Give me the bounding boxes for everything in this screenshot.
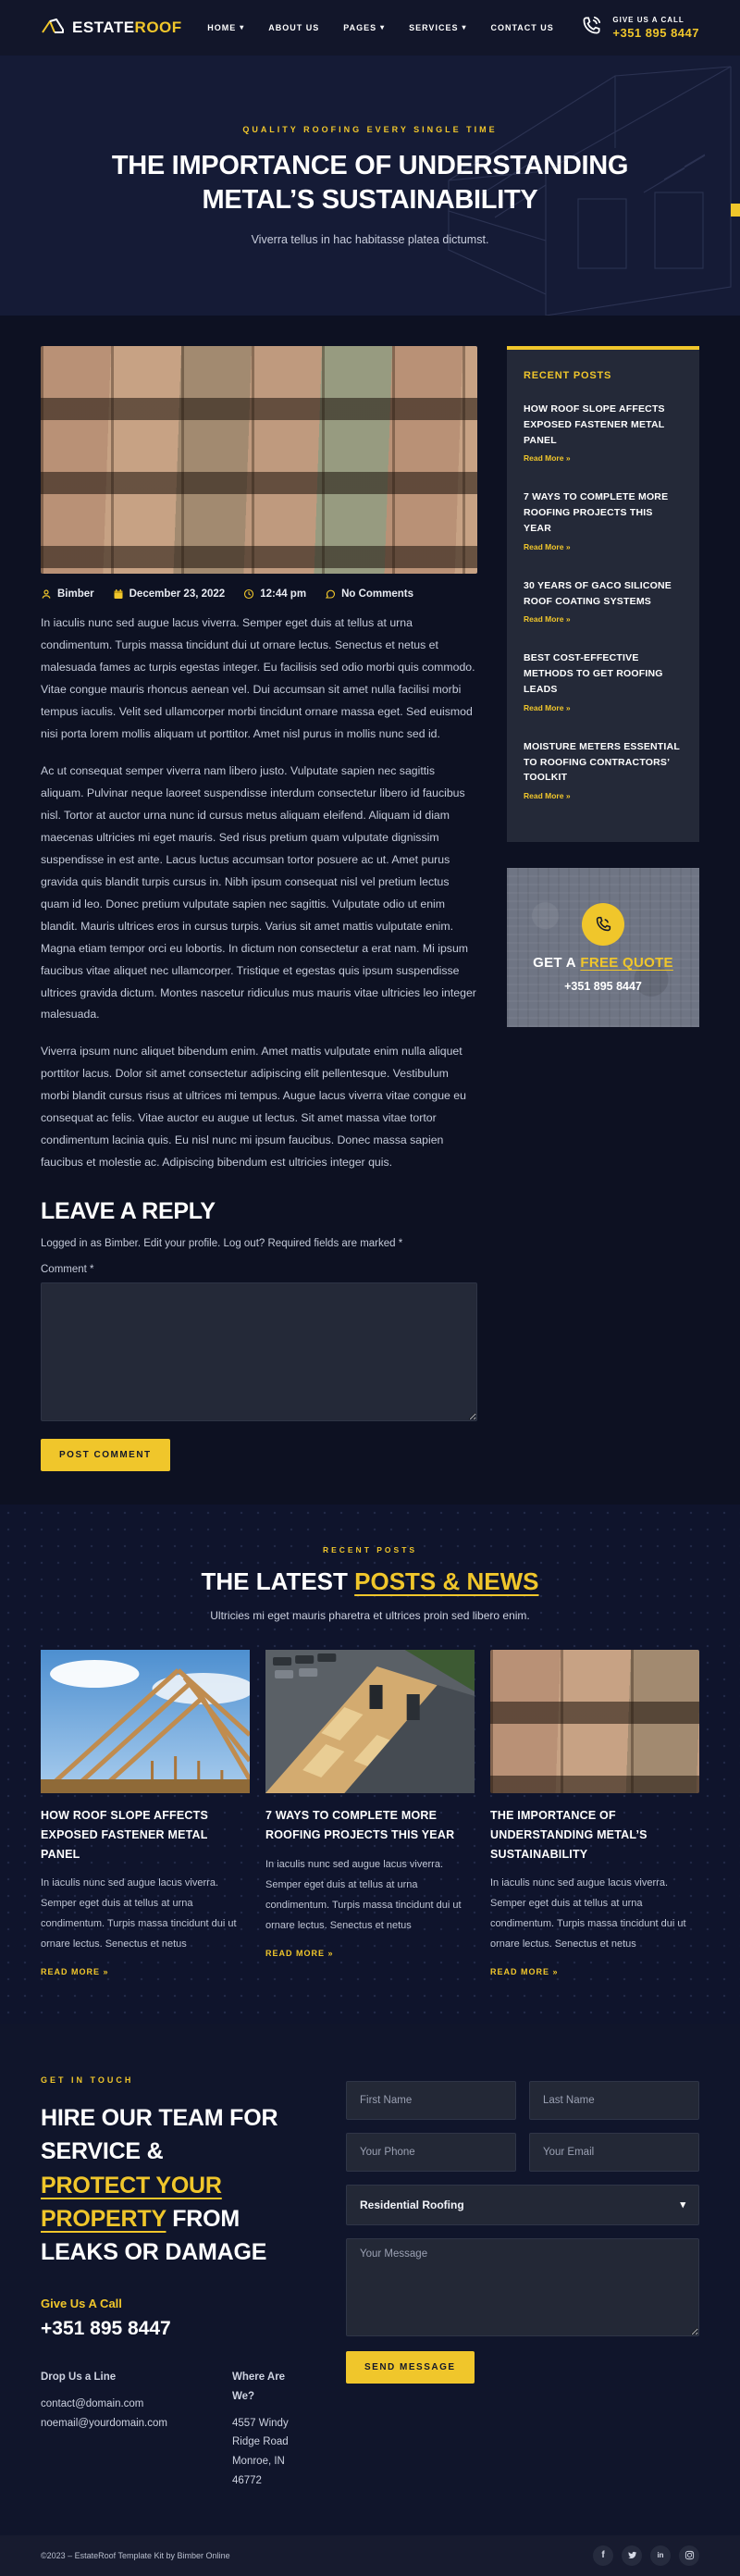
recent-post-item[interactable]: 30 YEARS OF GACO SILICONE ROOF COATING SYSTEMS Read More » bbox=[524, 579, 672, 625]
copyright-text: ©2023 – EstateRoof Template Kit by Bimber Online bbox=[41, 2550, 230, 2560]
comment-icon bbox=[325, 588, 336, 600]
chevron-down-icon bbox=[462, 24, 466, 31]
quote-line: GET A FREE QUOTE bbox=[533, 954, 673, 971]
hero-kicker: QUALITY ROOFING EVERY SINGLE TIME bbox=[242, 125, 498, 135]
nav-item-contact-us[interactable]: CONTACT US bbox=[490, 23, 554, 32]
post-meta bbox=[41, 588, 477, 600]
recent-post-item[interactable]: 7 WAYS TO COMPLETE MORE ROOFING PROJECTS THIS YEAR Read More » bbox=[524, 491, 669, 551]
footer-heading-highlight: PROTECT YOUR PROPERTY bbox=[41, 2172, 222, 2232]
meta-comments[interactable]: No Comments bbox=[325, 588, 413, 600]
phone-icon bbox=[593, 914, 613, 935]
read-more-link[interactable]: Read More » bbox=[524, 702, 571, 712]
article-paragraph: Ac ut consequat semper viverra nam libero justo. Vulputate sapien nec sagittis aliquam. Pulvinar neque laoreet suspendisse interdum consectetur libero id faucibus nisl. Tortor at auctor urna nunc id cursus metus aliquam eleifend. Aliquam id diam maecenas ultricies mi eget mauris. Sed risus pretium quam vulputate dignissim suspendisse in est ante. Lacus luctus accumsan tortor posuere ac ut. Amet purus gravida quis blandit turpis cursus in. Nibh ipsum consequat nisl vel pretium lectus quam id leo. Donec pretium vulputate sapien nec sagittis. Vulputate odio ut enim blandit. Mauris ultrices eros in cursus turpis. Varius sit amet mattis vulputate enim. Magna etiam tempor orci eu lobortis. In dictum non consectetur a erat nam. Mi ipsum faucibus vitae aliquet nec ullamcorper. Tristique et egestas quis ipsum suspendisse ultrices gravida dictum. Montes nascetur ridiculus mus mauris vitae ultricies leo integer malesuada. bbox=[41, 763, 476, 1022]
recent-post-item[interactable]: HOW ROOF SLOPE AFFECTS EXPOSED FASTENER METAL PANEL Read More » bbox=[524, 403, 665, 464]
call-phone[interactable]: +351 895 8447 bbox=[612, 26, 699, 40]
card-excerpt: In iaculis nunc sed augue lacus viverra. Semper eget duis at tellus at urna condimentum. Turpis massa tincidunt dui ut ornare lectus. Senectus et netus bbox=[490, 1877, 686, 1951]
chevron-down-icon bbox=[680, 2200, 685, 2211]
latest-title: THE LATEST POSTS & NEWS bbox=[201, 1567, 539, 1596]
footer-email-block bbox=[41, 2368, 167, 2490]
latest-kicker: RECENT POSTS bbox=[322, 1545, 418, 1555]
post-card bbox=[490, 1650, 699, 1979]
bottom-bar bbox=[0, 2535, 740, 2576]
free-quote-card bbox=[507, 868, 699, 1027]
footer-call-label: Give Us A Call bbox=[41, 2297, 122, 2311]
post-cards bbox=[41, 1650, 699, 1979]
card-excerpt: In iaculis nunc sed augue lacus viverra. Semper eget duis at tellus at urna condimentum. Turpis massa tincidunt dui ut ornare lectus. Senectus et netus bbox=[41, 1877, 237, 1951]
last-name-field[interactable] bbox=[529, 2081, 699, 2120]
footer-email-1[interactable]: contact@domain.com bbox=[41, 2398, 144, 2410]
article-body bbox=[41, 613, 477, 1174]
social-links bbox=[593, 2545, 699, 2566]
recent-post-item[interactable]: BEST COST-EFFECTIVE METHODS TO GET ROOFING LEADS Read More » bbox=[524, 652, 663, 712]
logo[interactable] bbox=[41, 18, 182, 39]
phone-icon bbox=[579, 14, 603, 43]
recent-post-item[interactable]: MOISTURE METERS ESSENTIAL TO ROOFING CONTRACTORS’ TOOLKIT Read More » bbox=[524, 740, 680, 801]
footer-kicker: GET IN TOUCH bbox=[41, 2075, 134, 2086]
footer-email-2[interactable]: noemail@yourdomain.com bbox=[41, 2417, 167, 2429]
send-message-button[interactable]: SEND MESSAGE bbox=[346, 2351, 475, 2384]
instagram-icon[interactable] bbox=[679, 2545, 699, 2566]
nav-item-home[interactable]: HOME ▾ bbox=[207, 23, 244, 32]
post-card bbox=[265, 1650, 475, 1979]
main-nav bbox=[207, 23, 554, 32]
content-wrap bbox=[0, 316, 740, 1471]
reply-login-note[interactable]: Logged in as Bimber. Edit your profile. Log out? Required fields are marked * bbox=[41, 1238, 403, 1250]
footer-email-label: Drop Us a Line bbox=[41, 2372, 117, 2384]
footer bbox=[0, 2024, 740, 2534]
post-card bbox=[41, 1650, 250, 1979]
phone-field[interactable] bbox=[346, 2133, 516, 2172]
read-more-link[interactable]: READ MORE » bbox=[490, 1967, 559, 1977]
read-more-link[interactable]: Read More » bbox=[524, 541, 571, 551]
footer-address-label: Where Are We? bbox=[231, 2372, 286, 2403]
chevron-down-icon bbox=[380, 24, 385, 31]
card-image-clay-tiles[interactable] bbox=[490, 1650, 699, 1793]
card-title[interactable]: 7 WAYS TO COMPLETE MORE ROOFING PROJECTS THIS YEAR bbox=[265, 1809, 455, 1841]
site-header bbox=[0, 0, 740, 56]
linkedin-icon[interactable]: in bbox=[650, 2545, 671, 2566]
twitter-icon[interactable] bbox=[622, 2545, 642, 2566]
card-image-roof-construction[interactable] bbox=[265, 1650, 475, 1793]
footer-heading: HIRE OUR TEAM FOR SERVICE & PROTECT YOUR PROPERTY FROM LEAKS OR DAMAGE bbox=[41, 2105, 278, 2266]
recent-posts-widget bbox=[507, 346, 699, 842]
read-more-link[interactable]: Read More » bbox=[524, 453, 571, 464]
roof-logo-icon bbox=[41, 18, 65, 39]
footer-address-block bbox=[232, 2368, 309, 2490]
first-name-field[interactable] bbox=[346, 2081, 516, 2120]
footer-phone[interactable]: +351 895 8447 bbox=[41, 2318, 171, 2340]
user-icon bbox=[41, 588, 52, 600]
comment-textarea[interactable] bbox=[41, 1282, 477, 1421]
contact-form bbox=[346, 2075, 699, 2490]
meta-author[interactable]: Bimber bbox=[41, 588, 94, 600]
article-paragraph: Viverra ipsum nunc aliquet bibendum enim. Amet mattis vulputate enim nulla aliquet porttitor lacus. Dolor sit amet consectetur adipiscing elit pellentesque. Vestibulum morbi blandit cursus risus at ultrices mi tempus. Augue lacus viverra vitae congue eu consequat ac felis. Vitae auctor eu augue ut lectus. Sit amet massa vitae tortor condimentum lacinia quis. Eu nisl nunc mi ipsum faucibus. Donec massa sapien faucibus et molestie ac. Adipiscing bibendum est ultricies integer quis. bbox=[41, 1045, 466, 1170]
service-select[interactable]: Residential Roofing ▾ bbox=[346, 2185, 699, 2225]
card-image-roof-framing[interactable] bbox=[41, 1650, 250, 1793]
card-excerpt: In iaculis nunc sed augue lacus viverra. Semper eget duis at tellus at urna condimentum. Turpis massa tincidunt dui ut ornare lectus. Senectus et netus bbox=[265, 1858, 462, 1931]
latest-posts-section bbox=[0, 1505, 740, 2024]
page-title: THE IMPORTANCE OF UNDERSTANDING METAL’S SUSTAINABILITY bbox=[111, 151, 629, 215]
clock-icon bbox=[243, 588, 254, 600]
article-paragraph: In iaculis nunc sed augue lacus viverra. Semper eget duis at tellus at urna condimentum. Turpis massa tincidunt dui ut ornare lectus. Senectus et netus et malesuada fames ac turpis egestas integer. Eu facilisis sed odio morbi quis commodo. Vitae congue mauris rhoncus aenean vel. Dui accumsan sit amet nulla facilisi morbi tempus iaculis. Velit sed ullamcorper morbi tincidunt ornare massa eget. Sed euismod nisi porta lorem mollis aliquam ut porttitor. Amet nisl purus in mollis nunc sed id. bbox=[41, 616, 475, 740]
card-title[interactable]: HOW ROOF SLOPE AFFECTS EXPOSED FASTENER METAL PANEL bbox=[41, 1809, 209, 1861]
card-title[interactable]: THE IMPORTANCE OF UNDERSTANDING METAL’S SUSTAINABILITY bbox=[490, 1809, 648, 1861]
sidebar bbox=[507, 346, 699, 1471]
logo-text: ESTATEROOF bbox=[72, 19, 182, 36]
calendar-icon bbox=[113, 588, 124, 600]
quote-phone-number[interactable]: +351 895 8447 bbox=[564, 979, 642, 993]
nav-item-about-us[interactable]: ABOUT US bbox=[268, 23, 320, 32]
footer-contact-info bbox=[41, 2075, 309, 2490]
reply-title: LEAVE A REPLY bbox=[41, 1198, 216, 1225]
footer-address-2: Monroe, IN 46772 bbox=[231, 2456, 285, 2486]
meta-date: December 23, 2022 bbox=[113, 588, 226, 600]
footer-address-1: 4557 Windy Ridge Road bbox=[231, 2417, 289, 2448]
free-quote-link[interactable]: FREE QUOTE bbox=[580, 954, 673, 971]
post-comment-button[interactable]: POST COMMENT bbox=[41, 1439, 170, 1471]
post-featured-image bbox=[41, 346, 477, 574]
read-more-link[interactable]: Read More » bbox=[524, 614, 571, 625]
facebook-icon[interactable]: f bbox=[593, 2545, 613, 2566]
hero-subtitle: Viverra tellus in hac habitasse platea dictumst. bbox=[251, 232, 489, 246]
hero-accent-square bbox=[731, 204, 740, 217]
hero-banner bbox=[0, 56, 740, 316]
message-textarea[interactable] bbox=[346, 2238, 699, 2336]
read-more-link[interactable]: READ MORE » bbox=[41, 1967, 109, 1977]
chevron-down-icon bbox=[240, 24, 244, 31]
email-field[interactable] bbox=[529, 2133, 699, 2172]
meta-time: 12:44 pm bbox=[243, 588, 306, 600]
comment-label: Comment * bbox=[41, 1264, 94, 1276]
latest-subtitle: Ultricies mi eget mauris pharetra et ultrices proin sed libero enim. bbox=[210, 1609, 530, 1623]
nav-item-pages[interactable]: PAGES ▾ bbox=[343, 23, 385, 32]
read-more-link[interactable]: READ MORE » bbox=[265, 1948, 334, 1958]
article-column bbox=[41, 346, 477, 1471]
latest-title-highlight: POSTS & NEWS bbox=[354, 1567, 539, 1596]
call-label: GIVE US A CALL bbox=[612, 16, 684, 24]
leave-a-reply-section bbox=[41, 1198, 477, 1471]
phone-circle[interactable] bbox=[582, 903, 624, 946]
nav-item-services[interactable]: SERVICES ▾ bbox=[409, 23, 466, 32]
recent-posts-title: RECENT POSTS bbox=[524, 370, 612, 381]
header-call[interactable] bbox=[579, 14, 699, 43]
read-more-link[interactable]: Read More » bbox=[524, 791, 571, 801]
